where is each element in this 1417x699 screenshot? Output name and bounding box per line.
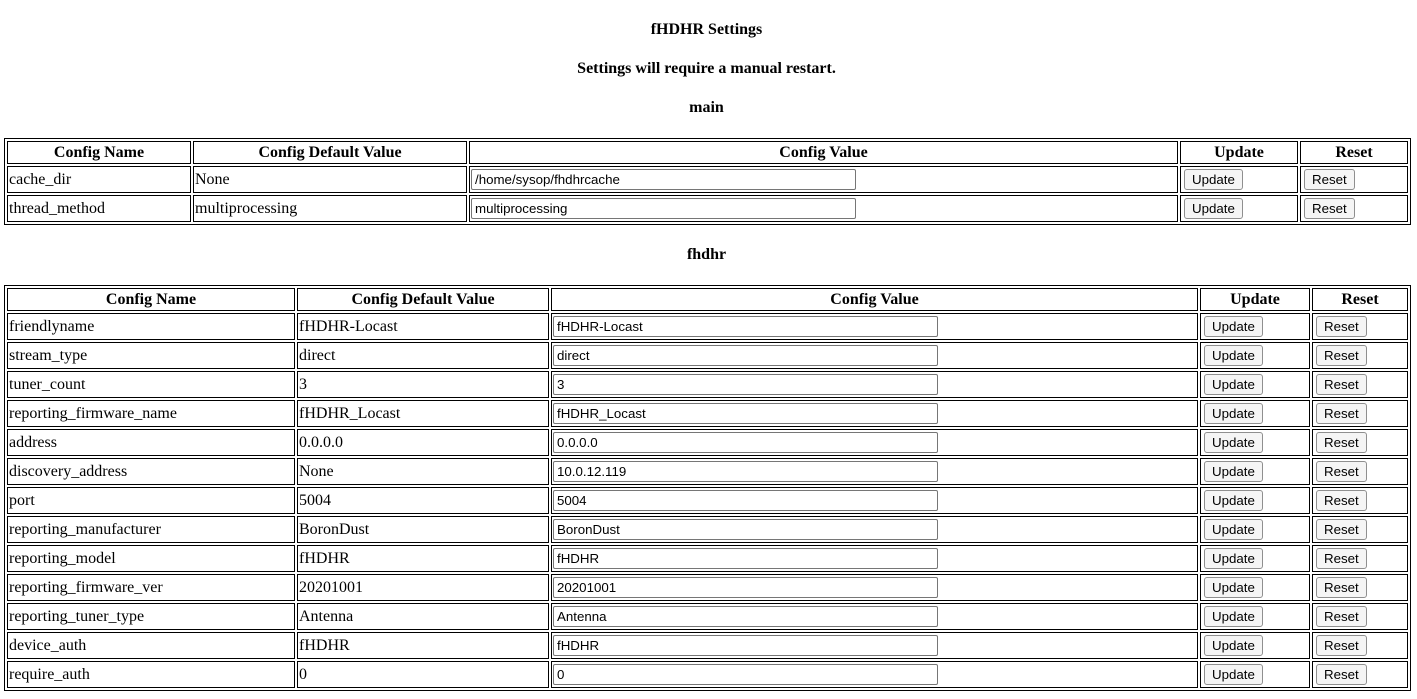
reset-button[interactable]: Reset <box>1316 490 1367 511</box>
update-button[interactable]: Update <box>1204 606 1263 627</box>
config-table <box>4 285 1411 691</box>
update-button[interactable]: Update <box>1204 577 1263 598</box>
config-default-cell: fHDHR-Locast <box>297 313 549 340</box>
config-value-cell <box>551 458 1198 485</box>
update-button[interactable]: Update <box>1184 169 1243 190</box>
config-default-cell: fHDHR_Locast <box>297 400 549 427</box>
config-value-input[interactable] <box>553 606 938 627</box>
col-header-config-value: Config Value <box>469 141 1178 164</box>
config-default-cell: 3 <box>297 371 549 398</box>
config-default-cell: 20201001 <box>297 574 549 601</box>
config-default-cell: 0.0.0.0 <box>297 429 549 456</box>
reset-cell <box>1312 400 1408 427</box>
update-cell <box>1180 195 1298 222</box>
config-value-input[interactable] <box>471 198 856 219</box>
reset-button[interactable]: Reset <box>1316 345 1367 366</box>
col-header-config-name: Config Name <box>7 141 191 164</box>
config-name-cell: reporting_model <box>7 545 295 572</box>
config-row <box>7 429 1408 456</box>
reset-cell <box>1300 166 1408 193</box>
config-value-cell <box>551 371 1198 398</box>
update-cell <box>1200 574 1310 601</box>
update-cell <box>1200 458 1310 485</box>
config-value-input[interactable] <box>553 519 938 540</box>
reset-button[interactable]: Reset <box>1304 198 1355 219</box>
config-value-input[interactable] <box>553 548 938 569</box>
reset-button[interactable]: Reset <box>1316 461 1367 482</box>
config-value-input[interactable] <box>553 577 938 598</box>
config-value-input[interactable] <box>553 635 938 656</box>
config-row <box>7 195 1408 222</box>
config-default-cell: None <box>193 166 467 193</box>
reset-button[interactable]: Reset <box>1304 169 1355 190</box>
config-row <box>7 371 1408 398</box>
update-cell <box>1200 313 1310 340</box>
config-value-cell <box>551 603 1198 630</box>
config-value-input[interactable] <box>553 345 938 366</box>
config-value-cell <box>551 400 1198 427</box>
config-value-input[interactable] <box>553 403 938 424</box>
config-row <box>7 458 1408 485</box>
reset-cell <box>1312 574 1408 601</box>
update-button[interactable]: Update <box>1204 432 1263 453</box>
config-row <box>7 603 1408 630</box>
config-row <box>7 632 1408 659</box>
section-title: fhdhr <box>686 246 727 263</box>
config-value-cell <box>551 487 1198 514</box>
col-header-update: Update <box>1200 288 1310 311</box>
col-header-config-value: Config Value <box>551 288 1198 311</box>
reset-button[interactable]: Reset <box>1316 635 1367 656</box>
config-default-cell: Antenna <box>297 603 549 630</box>
reset-button[interactable]: Reset <box>1316 548 1367 569</box>
table-header-row <box>7 141 1408 164</box>
config-value-cell <box>551 313 1198 340</box>
reset-cell <box>1312 632 1408 659</box>
config-name-cell: reporting_firmware_name <box>7 400 295 427</box>
reset-button[interactable]: Reset <box>1316 374 1367 395</box>
config-value-cell <box>469 166 1178 193</box>
config-value-cell <box>469 195 1178 222</box>
col-header-config-name: Config Name <box>7 288 295 311</box>
reset-cell <box>1312 545 1408 572</box>
update-cell <box>1200 429 1310 456</box>
config-name-cell: reporting_firmware_ver <box>7 574 295 601</box>
reset-cell <box>1300 195 1408 222</box>
config-value-input[interactable] <box>553 432 938 453</box>
config-name-cell: reporting_tuner_type <box>7 603 295 630</box>
config-name-cell: port <box>7 487 295 514</box>
update-button[interactable]: Update <box>1184 198 1243 219</box>
col-header-reset: Reset <box>1300 141 1408 164</box>
config-value-cell <box>551 545 1198 572</box>
page-title: fHDHR Settings <box>650 21 763 38</box>
config-default-cell: direct <box>297 342 549 369</box>
config-row <box>7 516 1408 543</box>
update-button[interactable]: Update <box>1204 316 1263 337</box>
reset-cell <box>1312 603 1408 630</box>
config-name-cell: device_auth <box>7 632 295 659</box>
config-name-cell: friendlyname <box>7 313 295 340</box>
config-default-cell: 0 <box>297 661 549 688</box>
reset-cell <box>1312 342 1408 369</box>
sections <box>4 99 1409 691</box>
reset-button[interactable]: Reset <box>1316 519 1367 540</box>
update-cell <box>1200 400 1310 427</box>
reset-button[interactable]: Reset <box>1316 606 1367 627</box>
col-header-config-default-value: Config Default Value <box>297 288 549 311</box>
reset-button[interactable]: Reset <box>1316 403 1367 424</box>
update-button[interactable]: Update <box>1204 635 1263 656</box>
update-button[interactable]: Update <box>1204 519 1263 540</box>
update-cell <box>1200 545 1310 572</box>
update-cell <box>1200 342 1310 369</box>
update-cell <box>1200 603 1310 630</box>
restart-warning: Settings will require a manual restart. <box>577 60 836 77</box>
config-row <box>7 487 1408 514</box>
update-button[interactable]: Update <box>1204 403 1263 424</box>
update-button[interactable]: Update <box>1204 548 1263 569</box>
update-cell <box>1200 516 1310 543</box>
config-value-input[interactable] <box>553 490 938 511</box>
update-button[interactable]: Update <box>1204 374 1263 395</box>
config-row <box>7 400 1408 427</box>
col-header-config-default-value: Config Default Value <box>193 141 467 164</box>
reset-button[interactable]: Reset <box>1316 316 1367 337</box>
update-cell <box>1200 487 1310 514</box>
reset-cell <box>1312 313 1408 340</box>
config-name-cell: address <box>7 429 295 456</box>
config-value-input[interactable] <box>471 169 856 190</box>
reset-button[interactable]: Reset <box>1316 577 1367 598</box>
config-value-cell <box>551 342 1198 369</box>
reset-cell <box>1312 458 1408 485</box>
config-row <box>7 313 1408 340</box>
config-table <box>4 138 1411 225</box>
config-row <box>7 545 1408 572</box>
config-value-cell <box>551 632 1198 659</box>
config-row <box>7 166 1408 193</box>
config-default-cell: 5004 <box>297 487 549 514</box>
config-name-cell: stream_type <box>7 342 295 369</box>
update-cell <box>1200 371 1310 398</box>
config-value-cell <box>551 574 1198 601</box>
config-value-cell <box>551 429 1198 456</box>
config-name-cell: discovery_address <box>7 458 295 485</box>
config-default-cell: None <box>297 458 549 485</box>
update-button[interactable]: Update <box>1204 345 1263 366</box>
reset-cell <box>1312 516 1408 543</box>
config-name-cell: cache_dir <box>7 166 191 193</box>
config-value-cell <box>551 516 1198 543</box>
config-default-cell: BoronDust <box>297 516 549 543</box>
table-header-row <box>7 288 1408 311</box>
config-value-input[interactable] <box>553 461 938 482</box>
config-name-cell: require_auth <box>7 661 295 688</box>
update-cell <box>1180 166 1298 193</box>
update-button[interactable]: Update <box>1204 664 1263 685</box>
config-section <box>4 246 1409 691</box>
update-button[interactable]: Update <box>1204 461 1263 482</box>
config-default-cell: fHDHR <box>297 632 549 659</box>
reset-cell <box>1312 371 1408 398</box>
config-default-cell: multiprocessing <box>193 195 467 222</box>
config-name-cell: thread_method <box>7 195 191 222</box>
reset-button[interactable]: Reset <box>1316 664 1367 685</box>
col-header-update: Update <box>1180 141 1298 164</box>
reset-cell <box>1312 429 1408 456</box>
config-row <box>7 574 1408 601</box>
reset-cell <box>1312 487 1408 514</box>
col-header-reset: Reset <box>1312 288 1408 311</box>
reset-button[interactable]: Reset <box>1316 432 1367 453</box>
section-title: main <box>689 99 724 116</box>
config-section <box>4 99 1409 225</box>
update-cell <box>1200 632 1310 659</box>
config-value-input[interactable] <box>553 316 938 337</box>
config-value-input[interactable] <box>553 374 938 395</box>
config-name-cell: tuner_count <box>7 371 295 398</box>
config-row <box>7 342 1408 369</box>
config-default-cell: fHDHR <box>297 545 549 572</box>
config-name-cell: reporting_manufacturer <box>7 516 295 543</box>
update-button[interactable]: Update <box>1204 490 1263 511</box>
